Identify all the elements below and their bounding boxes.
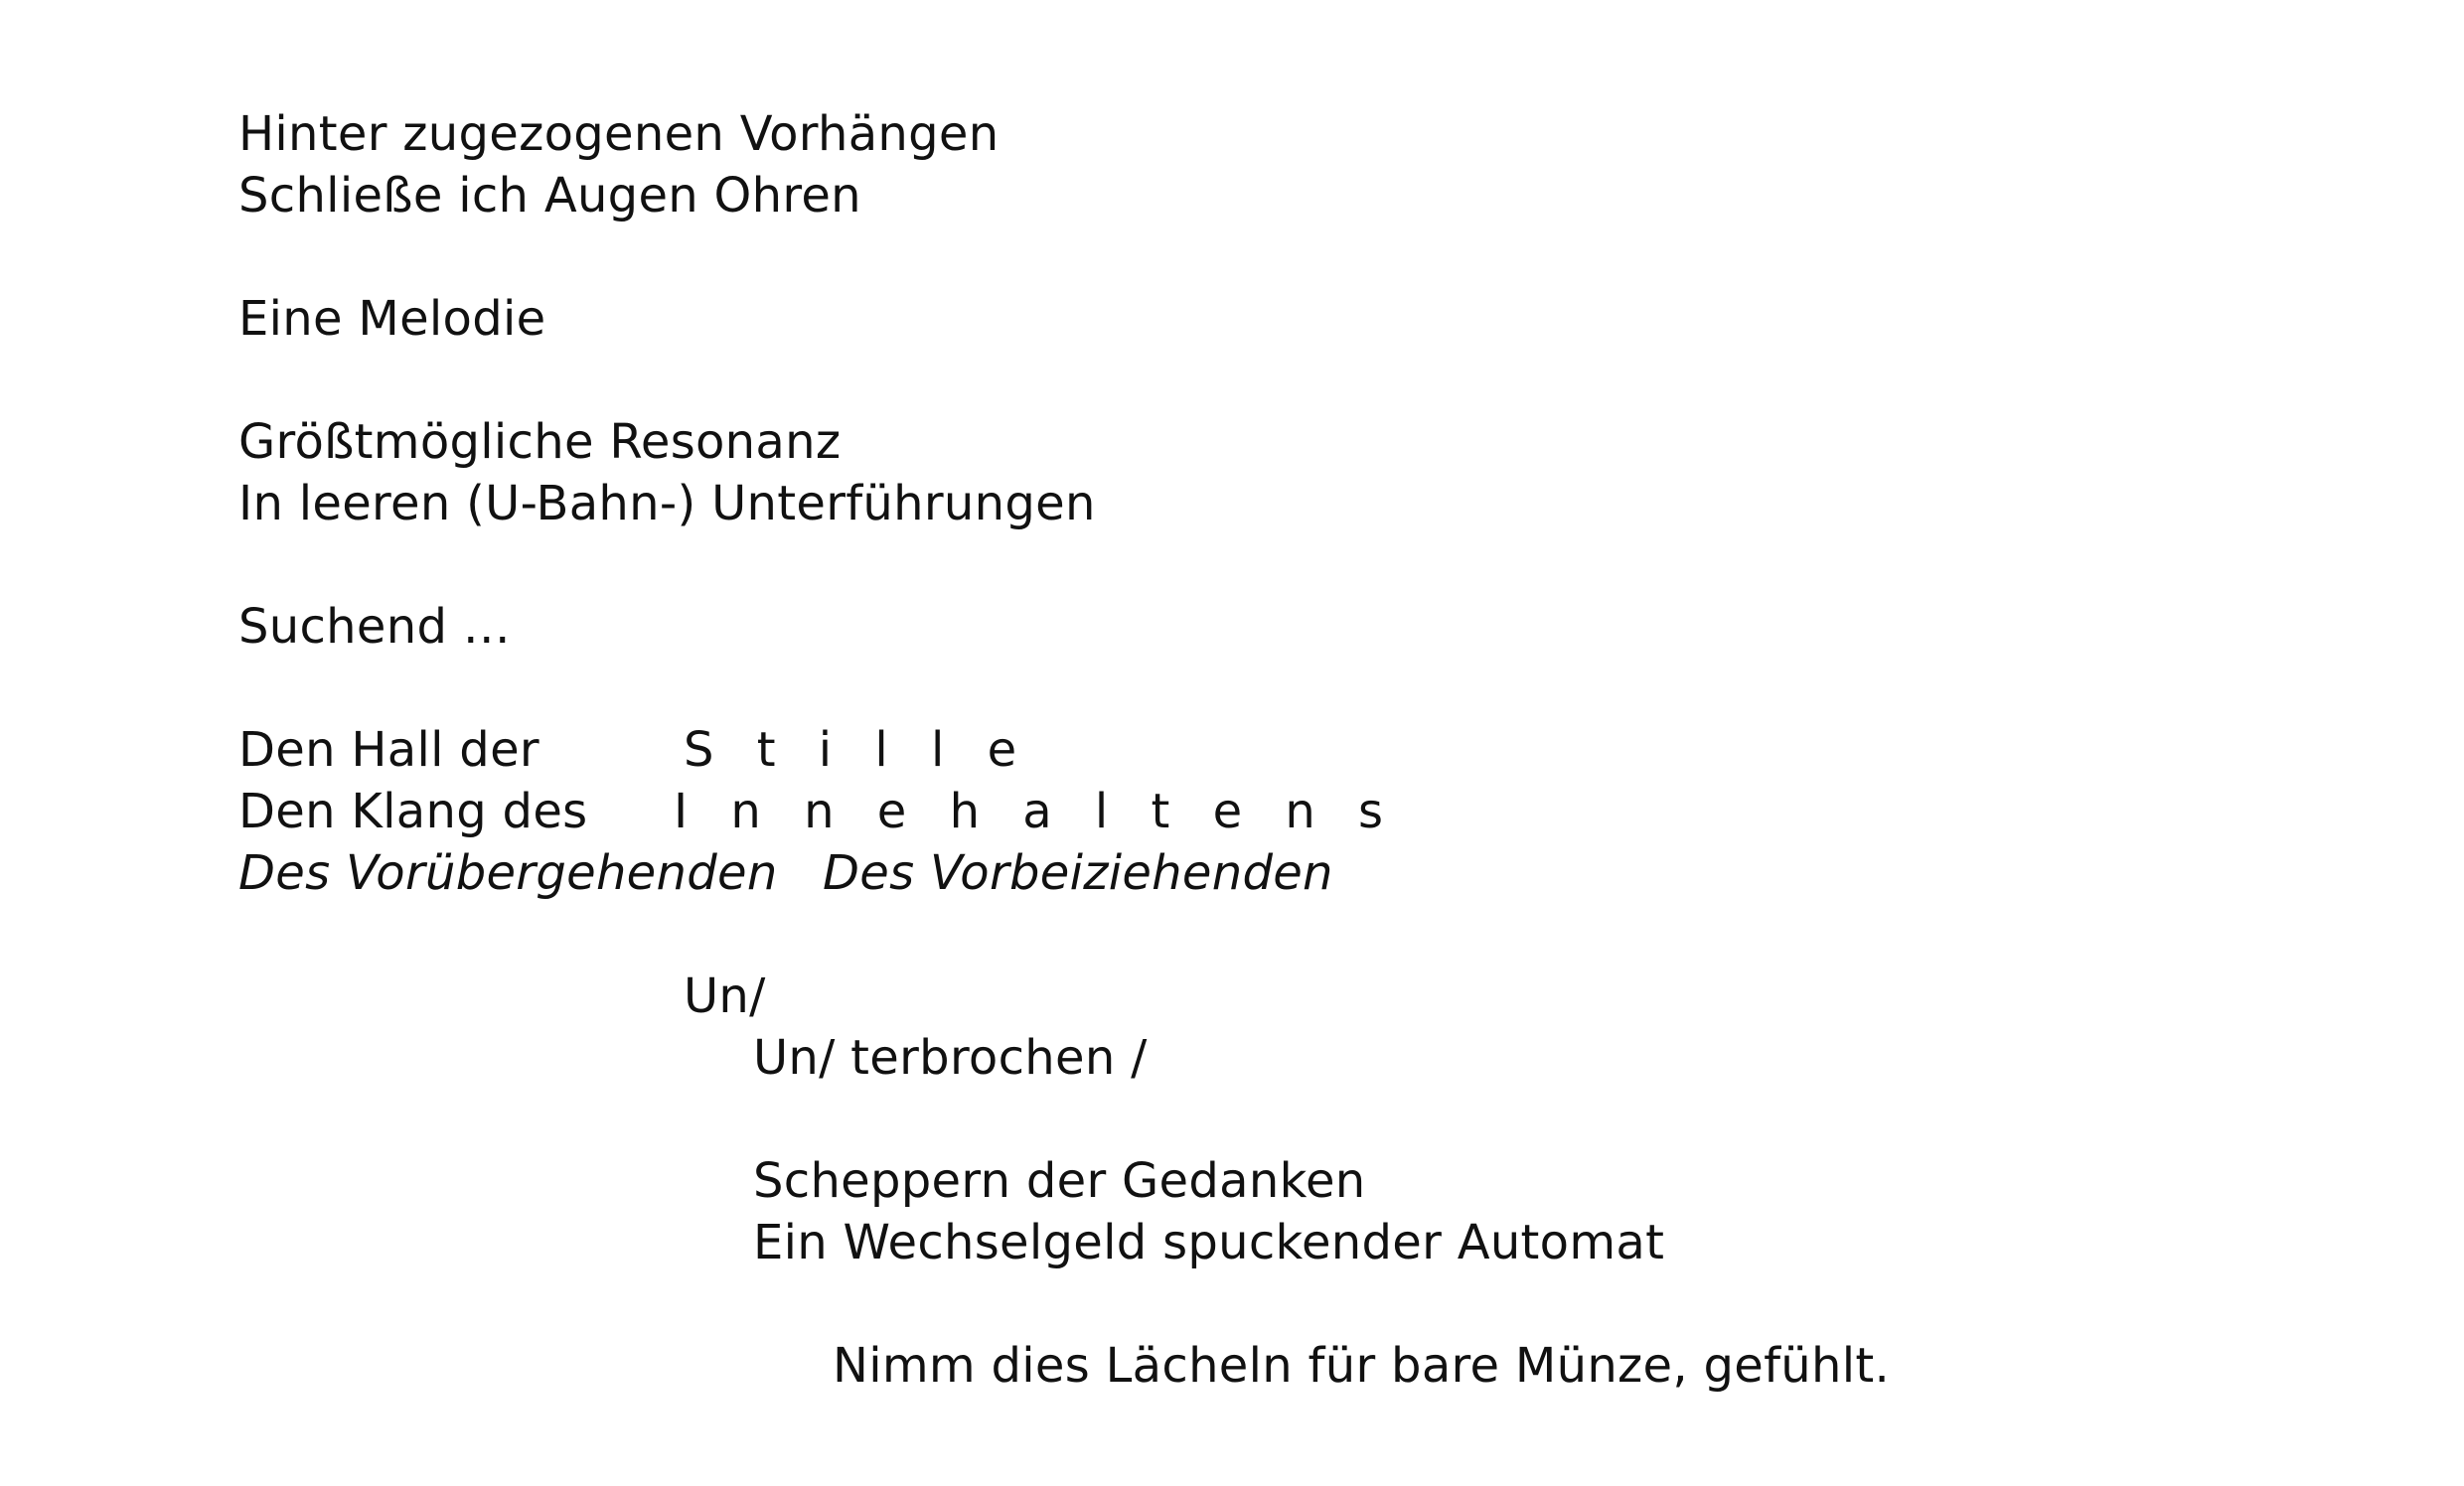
poem-line-2: Schließe ich Augen Ohren <box>238 168 861 223</box>
poem-line-3: Eine Melodie <box>238 291 546 347</box>
poem-line-9-end: Des Vorbeiziehenden <box>823 845 1333 901</box>
poem-line-10: Un/ <box>684 968 766 1024</box>
poem-line-14: Nimm dies Lächeln für bare Münze, gefühlt. <box>833 1338 1891 1394</box>
poem-line-9-start: Des Vorübergehenden <box>238 845 778 901</box>
poem-line-11: Un/ terbrochen / <box>753 1030 1148 1086</box>
poem-line-6: Suchend … <box>238 599 512 655</box>
poem-line-12: Scheppern der Gedanken <box>753 1153 1366 1209</box>
poem-line-7-start: Den Hall der <box>238 722 539 778</box>
poem-line-7-spaced: S t i l l e <box>684 722 1031 778</box>
poem-line-13: Ein Wechselgeld spuckender Automat <box>753 1215 1665 1270</box>
poem-line-1: Hinter zugezogenen Vorhängen <box>238 106 1000 162</box>
poem-line-8-spaced: I n n e h a l t e n s <box>674 784 1398 839</box>
poem-line-4: Größtmögliche Resonanz <box>238 414 842 470</box>
poem-line-8-start: Den Klang des <box>238 784 588 839</box>
poem-line-5: In leeren (U-Bahn-) Unterführungen <box>238 476 1096 531</box>
